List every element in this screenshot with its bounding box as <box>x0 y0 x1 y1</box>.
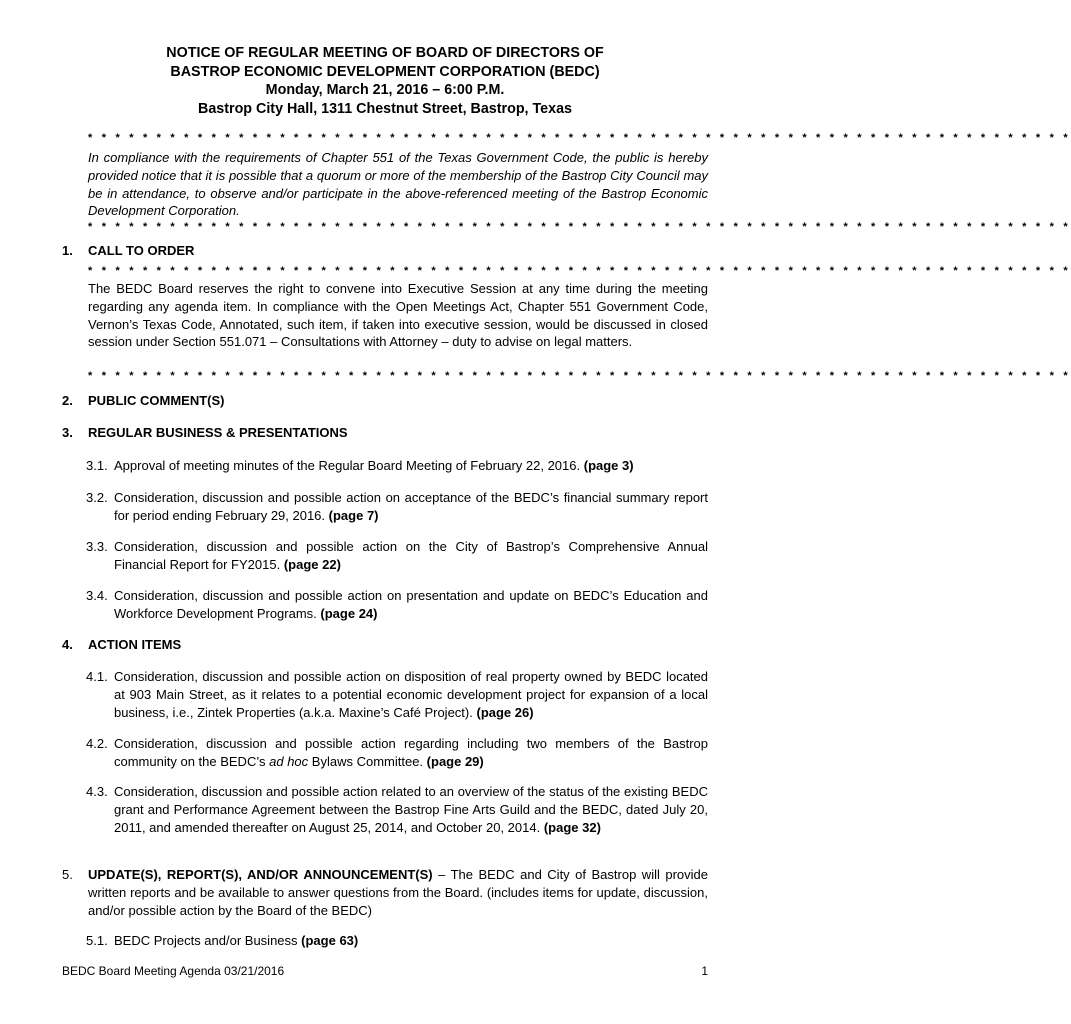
page-reference: (page 7) <box>328 507 379 523</box>
item-number: 4.1. <box>86 669 108 684</box>
item-text: Bylaws Committee. <box>311 753 424 769</box>
item-text: BEDC Projects and/or Business <box>114 933 298 948</box>
section-number: 4. <box>62 637 73 652</box>
separator-stars: * * * * * * * * * * * * * * * * * * * * * * * * * * * * * * * * * * * * * * * * * * * * * * * * * * * * * * * * * * * * * * * * * * * * * * * * <box>88 221 1071 233</box>
footer-agenda-label: BEDC Board Meeting Agenda 03/21/2016 <box>62 964 285 978</box>
compliance-notice: In compliance with the requirements of Chapter 551 of the Texas Government Code, the public is hereby provided notice that it is possible that a quorum or more of the membership of the Bastrop City Council may be in attendance, to observe and/or participate in the above-referenced meeting of the Bastrop Economic Development Corporation. <box>88 150 708 219</box>
item-number: 5.1. <box>86 933 108 948</box>
title-line-2: BASTROP ECONOMIC DEVELOPMENT CORPORATION (BEDC) <box>170 63 600 80</box>
page-reference: (page 26) <box>476 704 534 720</box>
section-number: 2. <box>62 393 73 408</box>
page-reference: (page 24) <box>320 605 378 621</box>
page-reference: (page 63) <box>301 933 359 948</box>
item-text: Approval of meeting minutes of the Regular Board Meeting of February 22, 2016. <box>114 458 581 473</box>
agenda-item-5-1 <box>86 932 708 950</box>
separator-stars: * * * * * * * * * * * * * * * * * * * * * * * * * * * * * * * * * * * * * * * * * * * * * * * * * * * * * * * * * * * * * * * * * * * * * * * * <box>88 132 1071 144</box>
agenda-item-3-2 <box>86 489 708 525</box>
item-text-italic: ad hoc <box>269 753 309 769</box>
section-title: CALL TO ORDER <box>88 243 195 258</box>
agenda-item-4-1 <box>86 668 708 721</box>
item-number: 3.3. <box>86 539 108 554</box>
page-reference: (page 22) <box>283 556 341 572</box>
title-line-4: Bastrop City Hall, 1311 Chestnut Street, Bastrop, Texas <box>198 100 572 117</box>
item-text: Consideration, discussion and possible action on disposition of real property owned by BEDC located at 903 Main Street, as it relates to a potential economic development project for expansion of a local business, i.e., Zintek Properties (a.k.a. Maxine’s Café Project). <box>114 669 708 720</box>
section-number: 5. <box>62 867 73 882</box>
agenda-item-3-1 <box>86 457 708 475</box>
item-text: Consideration, discussion and possible action on presentation and update on BEDC’s Education and Workforce Development Programs. <box>114 588 708 621</box>
separator-stars: * * * * * * * * * * * * * * * * * * * * * * * * * * * * * * * * * * * * * * * * * * * * * * * * * * * * * * * * * * * * * * * * * * * * * * * * <box>88 370 1071 382</box>
executive-session-paragraph: The BEDC Board reserves the right to convene into Executive Session at any time during the meeting regarding any agenda item. In compliance with the Open Meetings Act, Chapter 551 Government Code, Vernon’s Texas Code, Annotated, such item, if taken into executive session, would be discussed in closed session under Section 551.071 – Consultations with Attorney – duty to advise on legal matters. <box>88 281 708 350</box>
item-number: 4.3. <box>86 784 108 799</box>
page-reference: (page 29) <box>426 753 484 769</box>
agenda-item-3-3 <box>86 538 708 574</box>
item-number: 3.1. <box>86 458 108 473</box>
title-line-1: NOTICE OF REGULAR MEETING OF BOARD OF DIRECTORS OF <box>166 45 604 61</box>
page-reference: (page 32) <box>543 819 601 835</box>
agenda-item-4-3 <box>86 783 708 836</box>
item-text: Consideration, discussion and possible action on acceptance of the BEDC’s financial summary report for period ending February 29, 2016. <box>114 490 708 523</box>
section-title: REGULAR BUSINESS & PRESENTATIONS <box>88 425 348 440</box>
agenda-item-4-2 <box>86 735 708 771</box>
section-number: 3. <box>62 425 73 440</box>
item-text: Consideration, discussion and possible action related to an overview of the status of the existing BEDC grant and Performance Agreement between the Bastrop Fine Arts Guild and the BEDC, dated July 20, 2011, and amended thereafter on August 25, 2014, and October 20, 2014. <box>114 784 708 835</box>
document-title <box>60 44 710 118</box>
item-number: 3.4. <box>86 588 108 603</box>
section-body: – The BEDC and City of Bastrop will provide written reports and be available to answer questions from the Board. (includes items for update, discussion, and/or possible action by the Board of the BEDC) <box>88 867 708 918</box>
footer-page-number: 1 <box>701 964 708 978</box>
page-reference: (page 3) <box>583 458 634 473</box>
section-title: PUBLIC COMMENT(S) <box>88 393 225 408</box>
separator-stars: * * * * * * * * * * * * * * * * * * * * * * * * * * * * * * * * * * * * * * * * * * * * * * * * * * * * * * * * * * * * * * * * * * * * * * * * <box>88 265 1071 277</box>
section-number: 1. <box>62 243 73 258</box>
section-title: UPDATE(S), REPORT(S), AND/OR ANNOUNCEMENT(S) <box>88 867 433 882</box>
item-text: Consideration, discussion and possible action regarding including two members of the Bastrop community on the BEDC’s <box>114 736 708 769</box>
item-text: Consideration, discussion and possible action on the City of Bastrop’s Comprehensive Annual Financial Report for FY2015. <box>114 539 708 572</box>
title-line-3: Monday, March 21, 2016 – 6:00 P.M. <box>265 82 505 98</box>
item-number: 4.2. <box>86 736 108 751</box>
section-updates-reports <box>62 866 708 919</box>
section-title: ACTION ITEMS <box>88 637 182 652</box>
item-number: 3.2. <box>86 490 108 505</box>
agenda-item-3-4 <box>86 587 708 623</box>
